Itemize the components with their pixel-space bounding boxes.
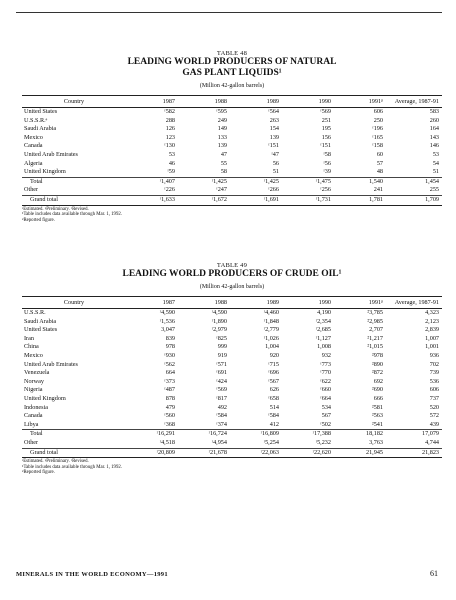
table49-note: ²Reported figure. [22,470,55,476]
row-value: ʳ22,063 [230,448,282,458]
table48-header-year: 1990 [282,96,334,108]
table49-header-country: Country [22,297,126,309]
row-value: 54 [432,159,439,167]
row-value: 55 [220,159,227,167]
row-value: ʳ715 [268,360,279,368]
row-value: 534 [321,403,331,411]
row-value: 439 [429,420,439,428]
row-value: 1,454 [386,177,442,186]
row-country: Other [24,186,39,194]
table-row [22,439,442,448]
table49-header-row [22,297,442,309]
row-value: 255 [429,186,439,194]
row-value: 919 [217,351,227,359]
row-value: ʳ1,475 [282,177,334,186]
row-value: 737 [429,394,439,402]
table49-header-year: 1991ᵖ [334,297,386,309]
table48-header-year: 1991ᵖ [334,96,386,108]
row-value: ʳ930 [164,351,175,359]
row-value: ʳ696 [268,369,279,377]
row-country: Total [22,177,126,186]
table49-label: TABLE 49 [216,262,248,269]
row-value: 2,839 [425,326,439,334]
row-value: ʳ158 [372,142,383,150]
row-country: United States [24,108,58,115]
row-country: Iran [24,334,34,342]
row-value: ʳ658 [268,394,279,402]
row-value: 1,781 [334,195,386,205]
row-value: ʳ562 [164,360,175,368]
row-value: ʳ59 [167,168,175,176]
row-country: Mexico [24,351,43,359]
row-value: ʳ1,672 [178,195,230,205]
row-value: ʳ1,536 [159,317,175,325]
table-row [22,160,442,169]
row-value: 920 [269,351,279,359]
row-value: ʳ584 [216,412,227,420]
row-value: 606 [429,386,439,394]
table48-units: (Million 42-gallon barrels) [199,83,265,89]
row-value: ʳ5,232 [315,438,331,446]
row-value: 156 [321,133,331,141]
row-value: ²2,985 [367,317,383,325]
row-value: 250 [373,116,383,124]
row-value: 51 [272,168,279,176]
row-value: 3,763 [369,438,383,446]
row-value: 21,823 [386,448,442,458]
table48-header-row [22,96,442,108]
row-value: ²890 [371,360,383,368]
row-value: ʳ16,809 [230,430,282,439]
table-row [22,361,442,370]
table49-header-year: 1987 [126,297,178,309]
row-country: United Kingdom [24,394,66,402]
row-value: 143 [429,133,439,141]
row-country: Canada [24,412,43,420]
row-value: 514 [269,403,279,411]
table-row [22,421,442,430]
row-value: 664 [165,369,175,377]
page-number: 61 [430,569,438,578]
row-value: ʳ4,590 [211,309,227,316]
row-value: ʳ56 [323,159,331,167]
table48-note: ²Reported figure. [22,217,55,223]
row-value: ²1,015 [367,343,383,351]
row-value: 4,323 [425,309,439,316]
row-value: ʳ4,460 [263,309,279,316]
table49-notes [22,459,442,476]
table48-header-year: 1987 [126,96,178,108]
row-value: ²563 [371,412,383,420]
row-value: ʳ770 [320,369,331,377]
row-value: ʳ502 [320,420,331,428]
table-row [22,117,442,126]
row-value: 126 [165,125,175,133]
row-value: 139 [269,133,279,141]
row-value: 572 [429,412,439,420]
table48-title-line2: GAS PLANT LIQUIDS¹ [182,68,282,78]
table-row [22,378,442,387]
row-country: U.S.S.R.ᵉ [24,116,48,124]
row-value: ʳ582 [164,108,175,115]
row-value: ʳ1,691 [230,195,282,205]
row-value: ʳ226 [164,186,175,194]
row-value: 51 [432,168,439,176]
row-value: 1,001 [425,343,439,351]
row-value: ʳ825 [216,334,227,342]
row-value: ʳ487 [164,386,175,394]
top-rule [16,12,442,13]
row-value: ʳ1,633 [126,195,178,205]
row-value: 606 [373,108,383,115]
table-row [22,386,442,395]
table49-note: ᵉEstimated. ᵖPreliminary. ʳRevised. [22,459,89,465]
table48-header-year: 1988 [178,96,230,108]
table-row [22,404,442,413]
row-value: ʳ151 [320,142,331,150]
table49-header-year: 1990 [282,297,334,309]
row-value: ʳ567 [268,377,279,385]
row-value: 4,190 [317,309,331,316]
row-value: ʳ584 [268,412,279,420]
row-value: ʳ569 [320,108,331,115]
row-value: 1,709 [386,195,442,205]
row-value: 48 [376,168,383,176]
row-value: 739 [429,369,439,377]
row-value: 666 [373,394,383,402]
table-row [22,125,442,134]
row-value: ʳ256 [320,186,331,194]
row-value: 139 [217,142,227,150]
row-value: ʳ2,685 [315,326,331,334]
row-country: Other [24,438,39,446]
table49-header-year: 1988 [178,297,230,309]
row-value: ʳ1,848 [263,317,279,325]
row-value: ʳ16,724 [178,430,230,439]
row-value: ʳ1,425 [178,177,230,186]
table-row [22,309,442,318]
row-value: ʳ691 [216,369,227,377]
row-value: ʳ664 [320,394,331,402]
row-value: 249 [217,116,227,124]
row-value: 567 [321,412,331,420]
table49-note: ¹Table includes data available through Mar. 1, 1992. [22,464,122,470]
row-country: Mexico [24,133,43,141]
table48-label: TABLE 48 [216,50,248,57]
row-value: 479 [165,403,175,411]
row-value: 53 [432,150,439,158]
row-value: ʳ58 [323,150,331,158]
row-value: 53 [168,150,175,158]
row-value: 1,007 [425,334,439,342]
table48-body [22,108,442,206]
table48-notes [22,207,442,224]
row-country: Algeria [24,159,43,167]
table-row [22,151,442,160]
row-value: 492 [217,403,227,411]
row-value: 2,123 [425,317,439,325]
row-country: Nigeria [24,386,43,394]
table-row [22,186,442,195]
row-value: ʳ368 [164,420,175,428]
row-value: 146 [429,142,439,150]
table-row [22,177,442,186]
row-country: United Arab Emirates [24,360,78,368]
row-value: 936 [429,351,439,359]
row-country: Grand total [22,448,126,458]
row-value: ʳ165 [372,133,383,141]
row-value: ²978 [371,351,383,359]
row-value: 251 [321,116,331,124]
row-value: 263 [269,116,279,124]
table49-header-year: 1989 [230,297,282,309]
row-value: ʳ595 [216,108,227,115]
row-country: Canada [24,142,43,150]
table-row [22,108,442,117]
row-value: ʳ4,954 [211,438,227,446]
table-row [22,142,442,151]
row-value: 978 [165,343,175,351]
row-country: Indonesia [24,403,49,411]
table-row [22,352,442,361]
row-value: 195 [321,125,331,133]
row-country: United Kingdom [24,168,66,176]
table48-note: ¹Table includes data available through Mar. 1, 1992. [22,212,122,218]
row-value: ʳ151 [268,142,279,150]
row-value: ʳ374 [216,420,227,428]
row-value: 520 [429,403,439,411]
row-value: 932 [321,351,331,359]
row-value: ²872 [371,369,383,377]
row-value: ʳ1,026 [263,334,279,342]
row-value: ʳ1,407 [126,177,178,186]
table49-block [22,262,442,476]
row-value: 164 [429,125,439,133]
row-value: ʳ22,620 [282,448,334,458]
row-value: 839 [165,334,175,342]
table48-header-country: Country [22,96,126,108]
row-value: 692 [373,377,383,385]
row-value: ʳ247 [216,186,227,194]
row-value: ʳ564 [268,108,279,115]
footer-publication: MINERALS IN THE WORLD ECONOMY—1991 [16,571,168,578]
table49 [22,296,442,458]
table-row [22,168,442,177]
row-value: 18,182 [334,430,386,439]
row-value: 47 [220,150,227,158]
row-value: 60 [376,150,383,158]
row-country: United Arab Emirates [24,150,78,158]
row-value: ʳ47 [271,150,279,158]
row-value: 149 [217,125,227,133]
row-value: ʳ39 [323,168,331,176]
row-value: 702 [429,360,439,368]
row-value: 1,008 [317,343,331,351]
row-value: 260 [429,116,439,124]
row-value: ²690 [371,386,383,394]
row-value: 626 [269,386,279,394]
row-value: ʳ622 [320,377,331,385]
row-country: Norway [24,377,44,385]
row-value: 1,004 [265,343,279,351]
row-value: ʳ5,254 [263,438,279,446]
table-row [22,343,442,352]
row-value: ʳ569 [216,386,227,394]
row-value: 412 [269,420,279,428]
row-country: Total [22,430,126,439]
table-row [22,326,442,335]
row-country: United States [24,326,58,334]
row-value: 583 [429,108,439,115]
table49-body [22,309,442,458]
row-country: Saudi Arabia [24,125,57,133]
row-value: ʳ2,979 [211,326,227,334]
row-value: ʳ2,354 [315,317,331,325]
row-value: 536 [429,377,439,385]
table-row [22,134,442,143]
table49-title: LEADING WORLD PRODUCERS OF CRUDE OIL¹ [122,269,342,279]
row-value: ʳ130 [164,142,175,150]
row-value: ʳ2,779 [263,326,279,334]
row-country: Saudi Arabia [24,317,57,325]
table-row [22,395,442,404]
table49-units: (Million 42-gallon barrels) [199,284,265,290]
row-value: 123 [165,133,175,141]
row-value: ²3,785 [367,309,383,316]
table-row [22,412,442,421]
table48-header-average: Average, 1987-91 [386,96,442,108]
table48 [22,95,442,206]
row-value: ʳ817 [216,394,227,402]
row-value: ʳ373 [164,377,175,385]
row-value: 241 [373,186,383,194]
table-row [22,318,442,327]
table-row [22,430,442,439]
row-value: ʳ560 [164,412,175,420]
row-value: 1,540 [334,177,386,186]
row-value: ʳ1,731 [282,195,334,205]
table48-header-year: 1989 [230,96,282,108]
row-country: Venezuela [24,369,50,377]
row-value: 58 [220,168,227,176]
row-value: ʳ424 [216,377,227,385]
row-value: ʳ21,678 [178,448,230,458]
table48-block [22,50,442,223]
row-value: ʳ773 [320,360,331,368]
row-country: Grand total [22,195,126,205]
row-value: ²541 [371,420,383,428]
row-country: China [24,343,39,351]
row-value: ʳ17,388 [282,430,334,439]
row-value: ʳ4,518 [159,438,175,446]
table-row [22,335,442,344]
row-value: ²581 [371,403,383,411]
row-value: 2,707 [369,326,383,334]
row-value: ²1,217 [367,334,383,342]
row-value: 56 [272,159,279,167]
row-value: 46 [168,159,175,167]
table-row [22,369,442,378]
row-value: 288 [165,116,175,124]
row-value: ʳ660 [320,386,331,394]
row-value: ʳ20,809 [126,448,178,458]
row-value: 154 [269,125,279,133]
row-value: 21,945 [334,448,386,458]
table-row [22,448,442,458]
row-value: ʳ4,590 [159,309,175,316]
row-value: 133 [217,133,227,141]
row-value: 3,047 [161,326,175,334]
table-row [22,195,442,205]
row-value: 878 [165,394,175,402]
row-value: ʳ266 [268,186,279,194]
row-country: U.S.S.R. [24,309,46,316]
row-value: ʳ1,890 [211,317,227,325]
row-value: ʳ196 [372,125,383,133]
row-value: 4,744 [425,438,439,446]
row-country: Libya [24,420,39,428]
row-value: 17,079 [386,430,442,439]
row-value: 999 [217,343,227,351]
row-value: ʳ571 [216,360,227,368]
table48-note: ᵉEstimated. ᵖPreliminary. ʳRevised. [22,206,89,212]
table48-title-line1: LEADING WORLD PRODUCERS OF NATURAL [127,57,337,67]
table49-header-average: Average, 1987-91 [386,297,442,309]
row-value: ʳ16,291 [126,430,178,439]
row-value: ʳ1,425 [230,177,282,186]
row-value: 57 [376,159,383,167]
row-value: ʳ1,127 [315,334,331,342]
